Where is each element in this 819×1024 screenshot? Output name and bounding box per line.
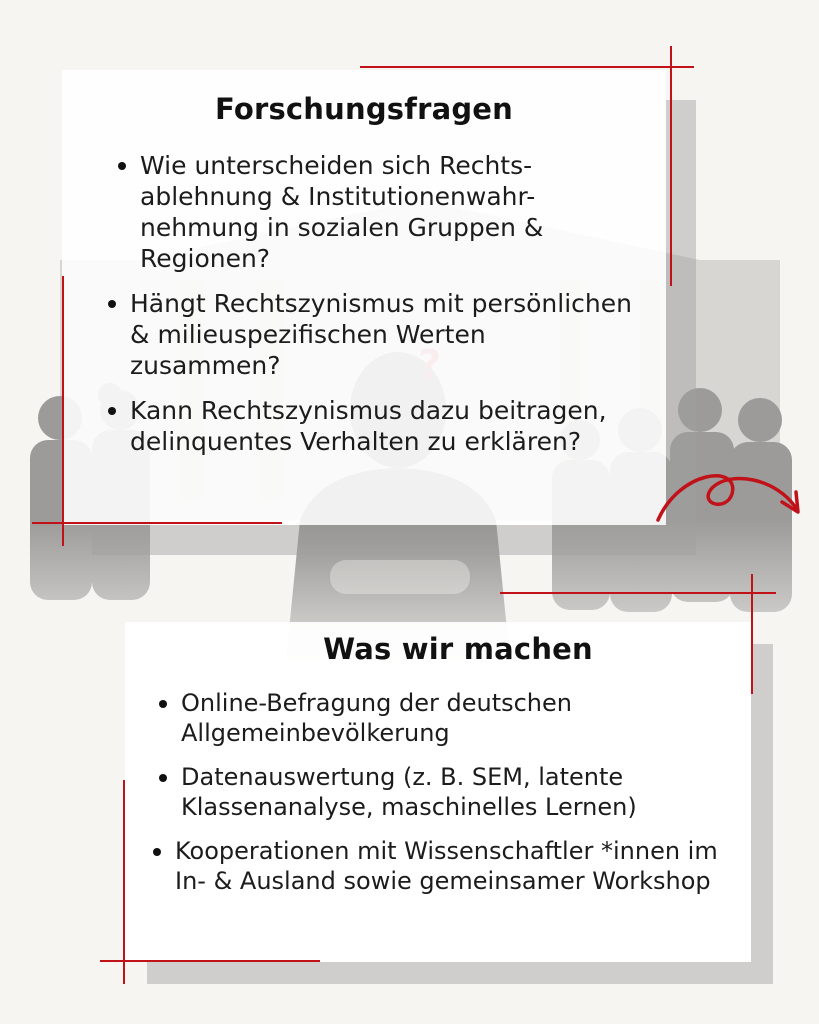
crop-line-left-1 <box>62 276 64 546</box>
research-questions-list <box>130 150 640 457</box>
list-item: Kooperationen mit Wissenschaftler *innen im In- & Ausland sowie gemeinsamer Workshop <box>175 836 741 896</box>
list-item: Kann Rechtszynismus dazu beitragen, delinquentes Verhalten zu erklären? <box>130 395 640 457</box>
crop-line-top-1 <box>360 66 694 68</box>
list-item: Datenauswertung (z. B. SEM, latente Klassenanalyse, maschinelles Lernen) <box>181 762 741 822</box>
what-we-do-heading: Was wir machen <box>323 632 593 666</box>
list-item: Online-Befragung der deutschen Allgemeinbevölkerung <box>181 688 741 748</box>
crop-line-top-2 <box>500 592 776 594</box>
list-item: Wie unterscheiden sich Rechts-ablehnung & Institutionenwahr-nehmung in sozialen Gruppen & Regionen? <box>140 150 640 274</box>
research-questions-card <box>62 70 666 525</box>
crop-line-right-1 <box>670 46 672 286</box>
crop-line-right-2 <box>751 574 753 694</box>
curved-arrow-icon <box>650 460 810 540</box>
list-item: Hängt Rechtszynismus mit persönlichen & milieuspezifischen Werten zusammen? <box>130 288 640 381</box>
what-we-do-card <box>125 622 751 962</box>
crop-line-bottom-1 <box>32 522 282 524</box>
crop-line-bottom-2 <box>100 960 320 962</box>
research-questions-heading: Forschungsfragen <box>214 92 514 126</box>
crop-line-left-2 <box>123 780 125 984</box>
what-we-do-list <box>175 688 741 896</box>
